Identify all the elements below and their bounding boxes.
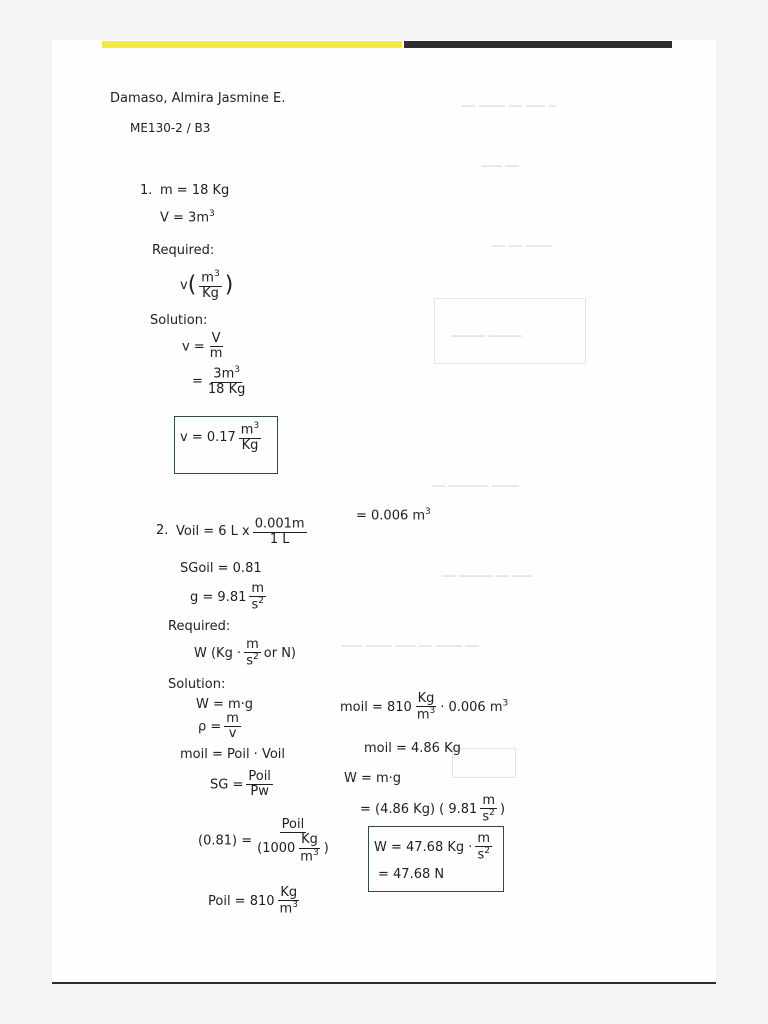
problem-2-number: 2.	[156, 523, 169, 538]
bleed-through-mark: ━━━━━ ━━━━━	[452, 330, 522, 343]
given-specific-gravity: SGoil = 0.81	[180, 561, 262, 576]
bleed-through-box	[452, 748, 516, 778]
answer-weight-newtons: = 47.68 N	[378, 867, 445, 882]
weight-formula-2: W = m·g	[344, 771, 402, 786]
specific-gravity-formula: SG = $\frac{\text{Poil}}{Pw}$	[210, 769, 271, 800]
density-formula: ρ = $\frac{m}{v}$	[198, 711, 239, 742]
tape-strip-yellow	[102, 41, 402, 48]
bleed-through-box	[434, 298, 586, 364]
oil-volume-conversion: Voil = 6 L x $\frac{0.001m}{1 L}$	[176, 516, 305, 547]
answer-weight-units: W = 47.68 Kg · $\frac{m}{s^2}$	[374, 831, 491, 863]
bleed-through-mark: ━━━ ━━ ━━━━━ ━━	[442, 570, 532, 583]
bleed-through-mark: ━━━━ ━━ ━━	[492, 240, 552, 253]
bleed-through-mark: ━ ━━━ ━━ ━━━━ ━━	[462, 100, 556, 113]
weight-substitution: = (4.86 Kg) ( 9.81 $\frac{m}{s^2}$ )	[360, 793, 506, 825]
required-label-2: Required:	[168, 619, 231, 634]
tape-strip-dark	[404, 41, 672, 48]
oil-density-result: Poil = 810 $\frac{Kg}{m^3}$	[208, 885, 298, 917]
weight-formula: W = m·g	[196, 697, 254, 712]
oil-mass-formula: moil = Poil · Voil	[180, 747, 286, 762]
given-volume: $V = 3m^3$	[160, 209, 215, 226]
bleed-through-mark: ━━━━ ━━━━━━ ━━	[432, 480, 519, 493]
specific-gravity-substitution: (0.81) = Poil (1000 $\frac{Kg}{m^3}$ )	[198, 817, 329, 864]
oil-volume-result: = 0.006 $m^3$	[356, 507, 431, 524]
given-mass: m = 18 Kg	[160, 183, 230, 198]
section-code: ME130-2 / B3	[130, 121, 211, 135]
specific-volume-substitution: = $\frac{3m^3}{18 Kg}$	[192, 365, 246, 397]
required-specific-volume: v( $\frac{m^3}{Kg}$ )	[180, 269, 234, 301]
bleed-through-mark: ━━ ━━━	[482, 160, 519, 173]
oil-mass-calculation: moil = 810 $\frac{Kg}{m^3}$ · 0.006 $m^3$	[340, 691, 509, 723]
answer-specific-volume: v = 0.17 $\frac{m^3}{Kg}$	[180, 421, 260, 453]
bleed-through-mark: ━━ ━━━━ ━━ ━━━ ━━━━ ━━━	[342, 640, 479, 653]
student-name: Damaso, Almira Jasmine E.	[110, 91, 286, 106]
required-label-1: Required:	[152, 243, 215, 258]
required-weight: W (Kg · $\frac{m}{s^2}$ or N)	[194, 637, 297, 669]
solution-label-1: Solution:	[150, 313, 208, 328]
oil-mass-result: moil = 4.86 Kg	[364, 741, 461, 756]
problem-1-number: 1.	[140, 183, 153, 198]
solution-label-2: Solution:	[168, 677, 226, 692]
specific-volume-formula: v = $\frac{V}{m}$	[182, 331, 223, 362]
paper-sheet	[52, 40, 716, 984]
given-gravity: g = 9.81 $\frac{m}{s^2}$	[190, 581, 265, 613]
